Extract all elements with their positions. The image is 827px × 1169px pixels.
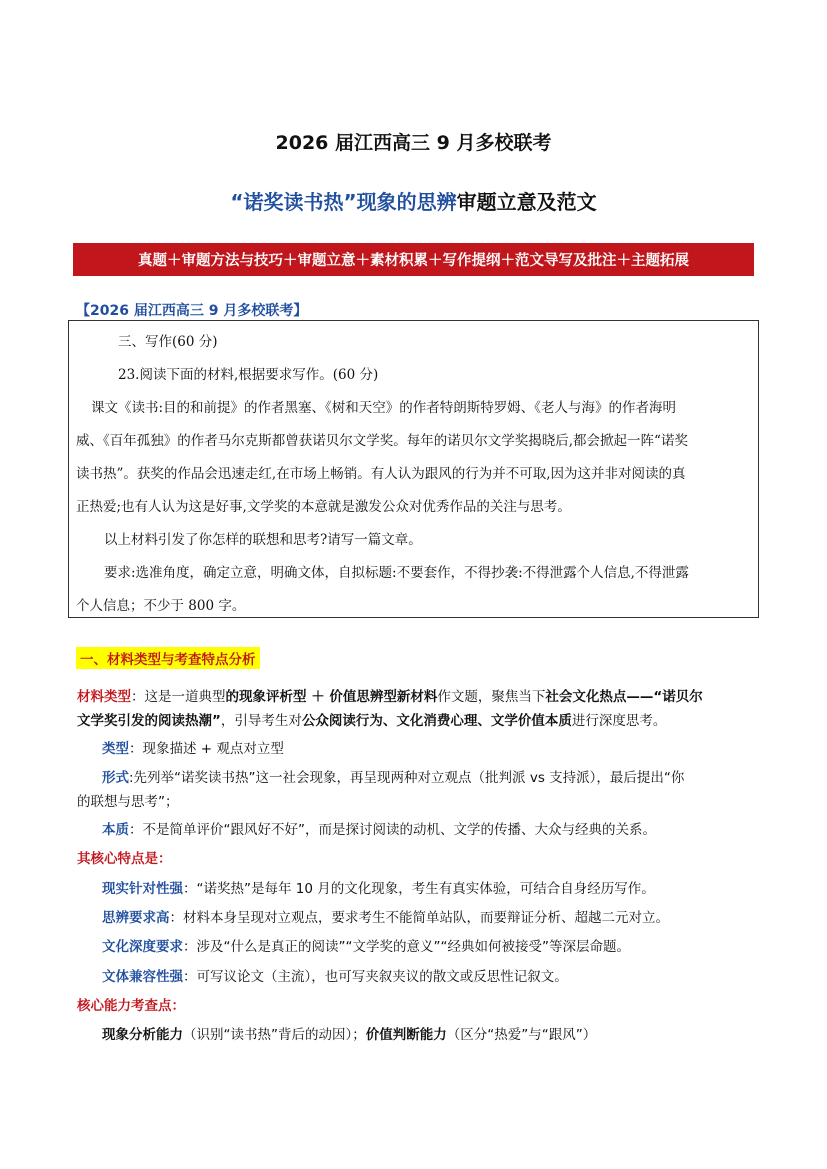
feature-label: 现实针对性强 [102,881,183,897]
text-run: ：材料本身呈现对立观点，要求考生不能简单站队，而要辩证分析、超越二元对立。 [169,910,669,926]
feature-label: 文体兼容性强 [102,969,183,985]
material-line-2: 威、《百年孤独》的作者马尔克斯都曾获诺贝尔文学奖。每年的诺贝尔文学奖揭晓后,都会掀起一阵“诺奖 [76,433,688,449]
material-type-line-1 [77,685,703,705]
form-line-1 [102,766,684,786]
material-type-line-2 [77,709,666,729]
core-heading: 其核心特点是： [77,851,172,867]
text-run: 作文题，聚焦当下 [437,689,546,705]
form-label: 形式 [102,770,129,786]
requirements-line-2: 个人信息；不少于 800 字。 [76,598,246,614]
feature-label: 思辨要求高 [102,910,170,926]
form-line-2: 的联想与思考”； [77,794,179,810]
subtitle-topic: “诺奖读书热”现象的思辨 [230,190,457,214]
text-run-bold: 文学奖引发的阅读热潮” [77,713,221,729]
material-line-4: 正热爱;也有人认为这是好事,文学奖的本意就是激发公众对优秀作品的关注与思考。 [76,499,571,515]
essence-line [102,818,656,838]
question-section: 三、写作(60 分) [118,334,218,350]
feature-3 [102,935,630,955]
ability-heading: 核心能力考查点： [77,998,185,1014]
text-run-bold: 价值判断能力 [365,1027,447,1043]
document-subtitle [0,186,827,215]
question-box [68,320,759,618]
text-run-bold: 现象分析能力 [102,1027,183,1043]
text-run-bold: 公众阅读行为、文化消费心理、文学价值本质 [301,713,572,729]
contents-banner: 真题＋审题方法与技巧＋审题立意＋素材积累＋写作提纲＋范文导写及批注＋主题拓展 [73,243,754,276]
text-run-bold: 的现象评析型 ＋ 价值思辨型新材料 [225,689,438,705]
section-heading: 一、材料类型与考查特点分析 [76,647,260,669]
material-type-label: 材料类型 [77,689,131,705]
ability-line [102,1023,596,1043]
text-run: :先列举“诺奖读书热”这一社会现象，再呈现两种对立观点（批判派 vs 支持派），最后提出“你 [129,770,685,786]
feature-2 [102,906,669,926]
subtitle-suffix: 审题立意及范文 [456,190,597,214]
text-run: （识别“读书热”背后的动因）； [183,1027,366,1043]
text-run: ：现象描述 + 观点对立型 [129,741,284,757]
text-run: ：不是简单评价“跟风好不好”，而是探讨阅读的动机、文学的传播、大众与经典的关系。 [129,822,656,838]
requirements-line-1: 要求:选准角度，确定立意，明确文体，自拟标题:不要套作，不得抄袭:不得泄露个人信息,不得泄露 [104,565,689,581]
text-run: ，引导考生对 [220,713,302,729]
type-label: 类型 [102,741,129,757]
text-run: （区分“热爱”与“跟风”） [446,1027,597,1043]
question-item: 23.阅读下面的材料,根据要求写作。(60 分) [118,367,379,383]
feature-label: 文化深度要求 [102,939,183,955]
text-run: ：这是一道典型 [131,689,226,705]
text-run: 进行深度思考。 [571,713,667,729]
essence-label: 本质 [102,822,129,838]
text-run: ：“诺奖热”是每年 10 月的文化现象，考生有真实体验，可结合自身经历写作。 [183,881,655,897]
material-line-3: 读书热”。获奖的作品会迅速走红,在市场上畅销。有人认为跟风的行为并不可取,因为这并非对阅读的真 [76,466,686,482]
text-run: ：可写议论文（主流），也可写夹叙夹议的散文或反思性记叙文。 [183,969,568,985]
type-line [102,737,284,757]
feature-1 [102,877,655,897]
exam-label: 【2026 届江西高三 9 月多校联考】 [76,303,308,319]
writing-prompt: 以上材料引发了你怎样的联想和思考?请写一篇文章。 [104,532,422,548]
text-run-bold: 社会文化热点——“诺贝尔 [545,689,703,705]
text-run: ：涉及“什么是真正的阅读”“文学奖的意义”“经典如何被接受”等深层命题。 [183,939,630,955]
material-line-1: 课文《读书:目的和前提》的作者黑塞、《树和天空》的作者特朗斯特罗姆、《老人与海》的作者海明 [91,400,677,416]
feature-4 [102,965,568,985]
document-title: 2026 届江西高三 9 月多校联考 [275,132,552,154]
